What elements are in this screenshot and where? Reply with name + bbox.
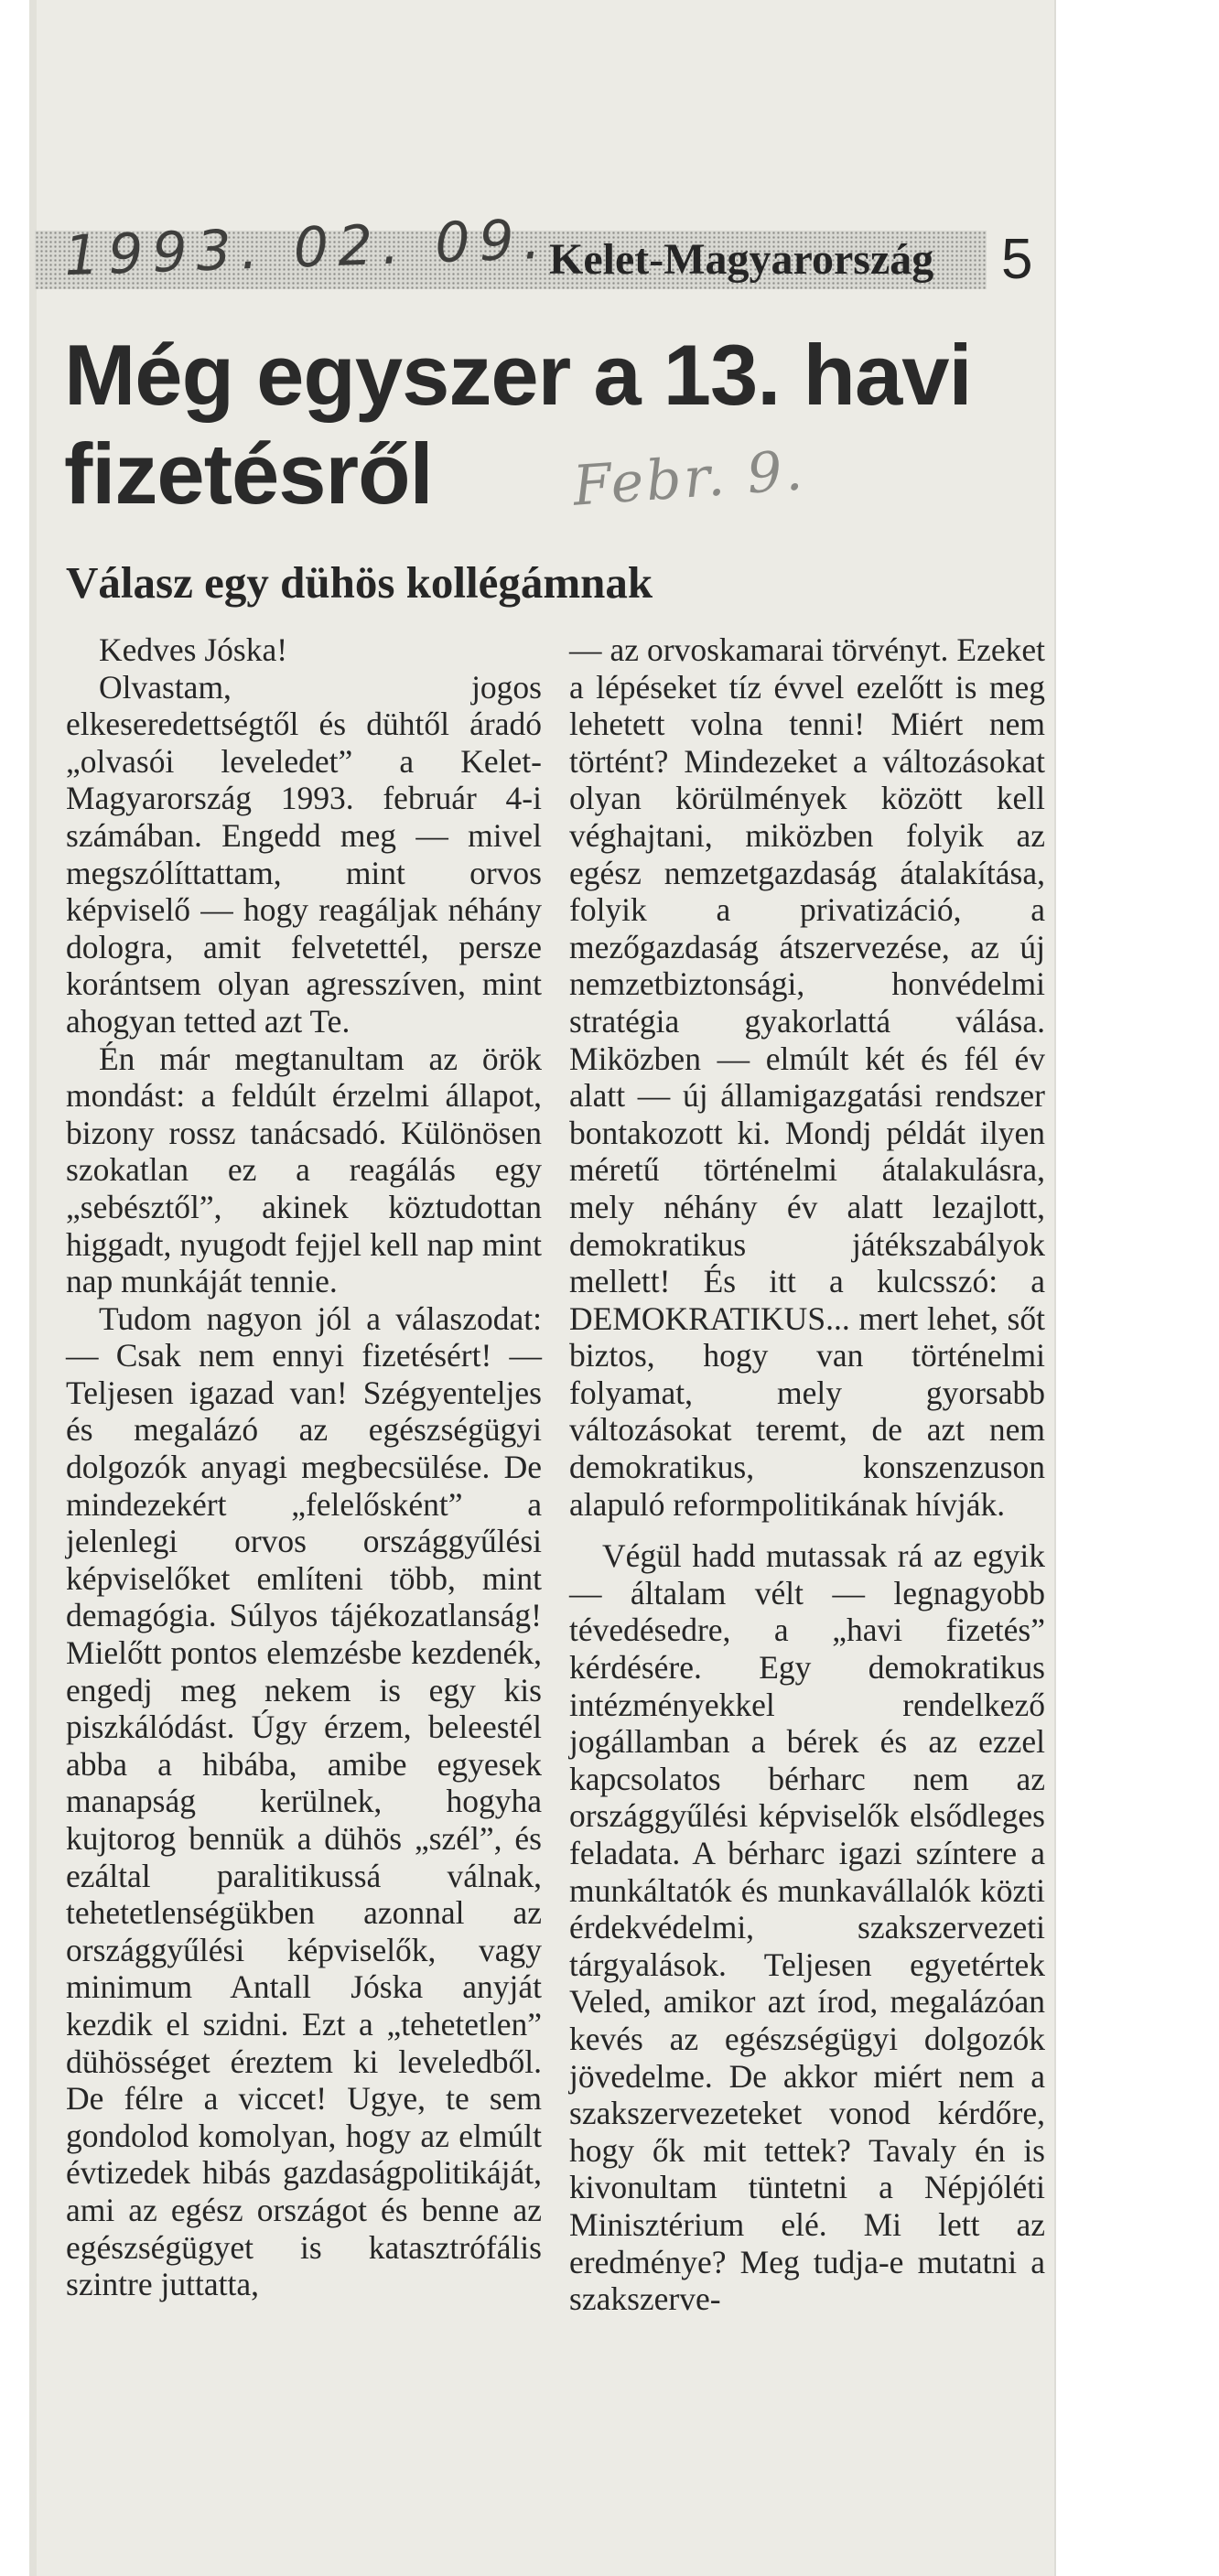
- clipping-edge: [29, 0, 37, 2576]
- article-column-left: [66, 631, 542, 2303]
- article-headline: Még egyszer a 13. havi fizetésről: [64, 327, 972, 522]
- handwritten-note: Febr. 9.: [570, 438, 807, 519]
- salutation: Kedves Jóska!: [99, 631, 288, 668]
- handwritten-date: 1993. 02. 09.: [62, 207, 551, 289]
- body-paragraph: Végül hadd mutassak rá az egyik — általam vélt — legnagyobb tévedésedre, a „havi fizetés” kérdésére. Egy demokratikus intézményekkel rendelkező jogállamban a bérek és az ezzel kapcsolatos bérharc nem az országgyűlési képviselők elsődleges feladata. A bérharc igazi színtere a munkáltatók és munkavállalók közti érdekvédelmi, szakszervezeti tárgyalások. Teljesen egyetértek Veled, amikor azt írod, megalázóan kevés az egészségügyi dolgozók jövedelme. De akkor miért nem a szakszervezeteket vonod kérdőre, hogy ők mit tettek? Tavaly én is kivonultam tüntetni a Népjóléti Minisztérium elé. Mi lett az eredménye? Meg tudja-e mutatni a szakszerve-: [569, 1537, 1045, 2318]
- page-number: 5: [1001, 228, 1033, 291]
- article-column-right: [569, 631, 1045, 2318]
- body-paragraph: Olvastam, jogos elkeseredettségtől és dühtől áradó „olvasói leveledet” a Kelet-Magyarország 1993. február 4-i számában. Engedd meg — mivel megszólíttattam, mint orvos képviselő — hogy reagáljak néhány dologra, amit felvetettél, persze korántsem olyan agresszíven, mint ahogyan tetted azt Te.: [66, 668, 542, 1040]
- newspaper-name: Kelet-Magyarország: [549, 235, 934, 284]
- body-paragraph-continued: — az orvoskamarai törvényt. Ezeket a lépéseket tíz évvel ezelőtt is meg lehetett volna tenni! Miért nem történt? Mindezeket a változásokat olyan körülmények között kell véghajtani, miközben folyik az egész nemzetgazdaság átalakítása, folyik a privatizáció, a mezőgazdaság átszervezése, az új nemzetbiztonsági, honvédelmi stratégia gyakorlattá válása. Miközben — elmúlt két és fél év alatt — új államigazgatási rendszer bontakozott ki. Mondj példát ilyen méretű történelmi átalakulásra, mely néhány év alatt lezajlott, demokratikus játékszabályok mellett! És itt a kulcsszó: a DEMOKRATIKUS... mert lehet, sőt biztos, hogy van történelmi folyamat, mely gyorsabb változásokat teremt, de azt nem demokratikus, konszenzuson alapuló reformpolitikának hívják.: [569, 631, 1045, 1523]
- article-subtitle: Válasz egy dühös kollégámnak: [66, 557, 653, 608]
- body-paragraph: Tudom nagyon jól a válaszodat: — Csak nem ennyi fizetésért! — Teljesen igazad van! Szégyenteljes és megalázó az egészségügyi dolgozók anyagi megbecsülése. De mindezekért „felelősként” a jelenlegi orvos országgyűlési képviselőket említeni több, mint demagógia. Súlyos tájékozatlanság! Mielőtt pontos elemzésbe kezdenék, engedj meg nekem is egy kis piszkálódást. Úgy érzem, beleestél abba a hibába, amibe egyesek manapság kerülnek, hogyha kujtorog bennük a dühös „szél”, és ezáltal paralitikussá válnak, tehetetlenségükben azonnal az országgyűlési képviselők, vagy minimum Antall Jóska anyját kezdik el szidni. Ezt a „tehetetlen” dühösséget éreztem ki leveledből. De félre a viccet! Ugye, te sem gondolod komolyan, hogy az elmúlt évtizedek hibás gazdaságpolitikáját, ami az egész országot és benne az egészségügyet is katasztrófális szintre juttatta,: [66, 1299, 542, 2303]
- body-paragraph: Én már megtanultam az örök mondást: a feldúlt érzelmi állapot, bizony rossz tanácsadó. Különösen szokatlan ez a reagálás egy „sebésztől”, akinek köztudottan higgadt, nyugodt fejjel kell nap mint nap munkáját tennie.: [66, 1040, 542, 1300]
